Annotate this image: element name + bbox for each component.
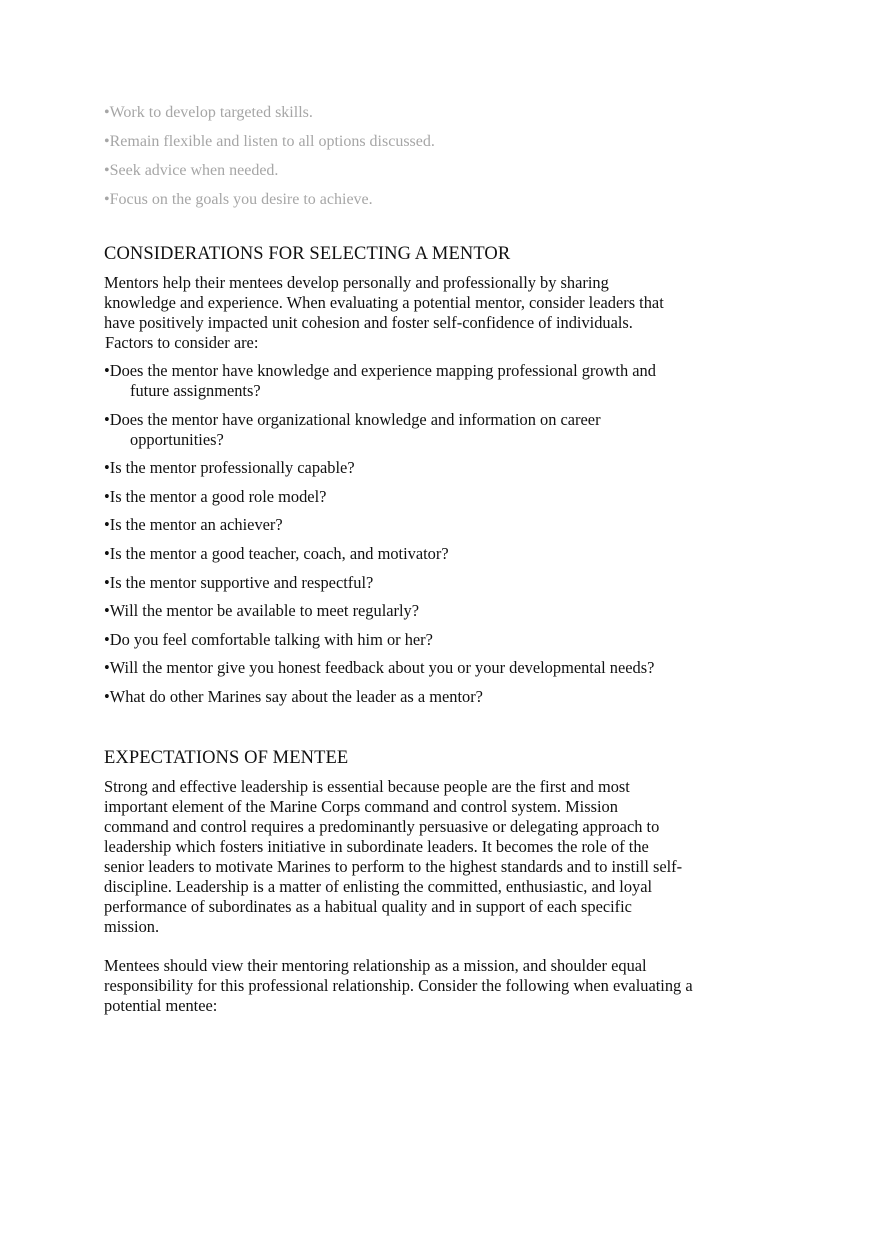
list-item-text: •Is the mentor a good teacher, coach, and motivator?	[104, 543, 449, 563]
list-item	[104, 487, 744, 507]
list-item-text: •What do other Marines say about the leader as a mentor?	[104, 686, 483, 706]
paragraph-line: have positively impacted unit cohesion and foster self-confidence of individuals.	[104, 313, 633, 332]
list-item-text: •Will the mentor be available to meet regularly?	[104, 601, 420, 621]
paragraph-line: Mentees should view their mentoring relationship as a mission, and shoulder equal	[104, 955, 647, 975]
list-item-text: •Is the mentor professionally capable?	[104, 458, 355, 478]
paragraph-line: discipline. Leadership is a matter of enlisting the committed, enthusiastic, and loyal	[104, 876, 653, 896]
list-item: •Work to develop targeted skills.	[104, 104, 313, 121]
paragraph-line: potential mentee:	[104, 995, 218, 1015]
list-item	[104, 630, 744, 650]
list-item: •Focus on the goals you desire to achieve.	[104, 191, 373, 208]
list-item-text: •Is the mentor supportive and respectful?	[104, 572, 374, 592]
mentor-intro-paragraph	[104, 273, 744, 353]
mentee-section-heading: EXPECTATIONS OF MENTEE	[104, 747, 349, 768]
list-item-text: •Is the mentor an achiever?	[104, 515, 283, 535]
paragraph-line: senior leaders to motivate Marines to perform to the highest standards and to instill self-	[104, 856, 683, 876]
list-item-text: •Does the mentor have knowledge and experience mapping professional growth and	[104, 361, 656, 380]
list-item-text-continued: future assignments?	[130, 381, 261, 400]
list-item	[104, 601, 744, 621]
mentor-section-heading: CONSIDERATIONS FOR SELECTING A MENTOR	[104, 244, 511, 264]
list-item	[104, 410, 744, 450]
list-item	[104, 515, 744, 535]
list-item-text: •Is the mentor a good role model?	[104, 486, 327, 506]
list-item-text-continued: opportunities?	[130, 429, 224, 449]
list-item	[104, 687, 744, 707]
paragraph-line: command and control requires a predominantly persuasive or delegating approach to	[104, 816, 660, 836]
paragraph-line: Factors to consider are:	[105, 333, 259, 352]
document-page	[104, 103, 744, 1016]
list-item-text: •Does the mentor have organizational knowledge and information on career	[104, 409, 601, 429]
list-item	[104, 361, 744, 401]
mentor-questions-list	[104, 361, 744, 707]
paragraph-line: Mentors help their mentees develop personally and professionally by sharing	[104, 273, 609, 292]
list-item: •Remain flexible and listen to all options discussed.	[104, 133, 435, 150]
paragraph-line: important element of the Marine Corps command and control system. Mission	[104, 796, 618, 816]
list-item-text: •Will the mentor give you honest feedback about you or your developmental needs?	[104, 658, 655, 678]
mentee-tips-list	[104, 103, 744, 219]
list-item-text: •Do you feel comfortable talking with him or her?	[104, 629, 433, 649]
paragraph-line: responsibility for this professional relationship. Consider the following when evaluating a	[104, 975, 693, 995]
paragraph-line: Strong and effective leadership is essential because people are the first and most	[104, 776, 630, 796]
paragraph-line: mission.	[104, 916, 160, 936]
list-item: •Seek advice when needed.	[104, 162, 279, 179]
list-item	[104, 544, 744, 564]
paragraph-line: leadership which fosters initiative in subordinate leaders. It becomes the role of the	[104, 836, 649, 856]
list-item	[104, 658, 744, 678]
paragraph-line: knowledge and experience. When evaluating a potential mentor, consider leaders that	[104, 293, 664, 312]
mentee-leadership-paragraph	[104, 777, 744, 937]
list-item	[104, 573, 744, 593]
list-item	[104, 458, 744, 478]
paragraph-line: performance of subordinates as a habitual quality and in support of each specific	[104, 896, 632, 916]
mentee-responsibility-paragraph	[104, 956, 744, 1016]
